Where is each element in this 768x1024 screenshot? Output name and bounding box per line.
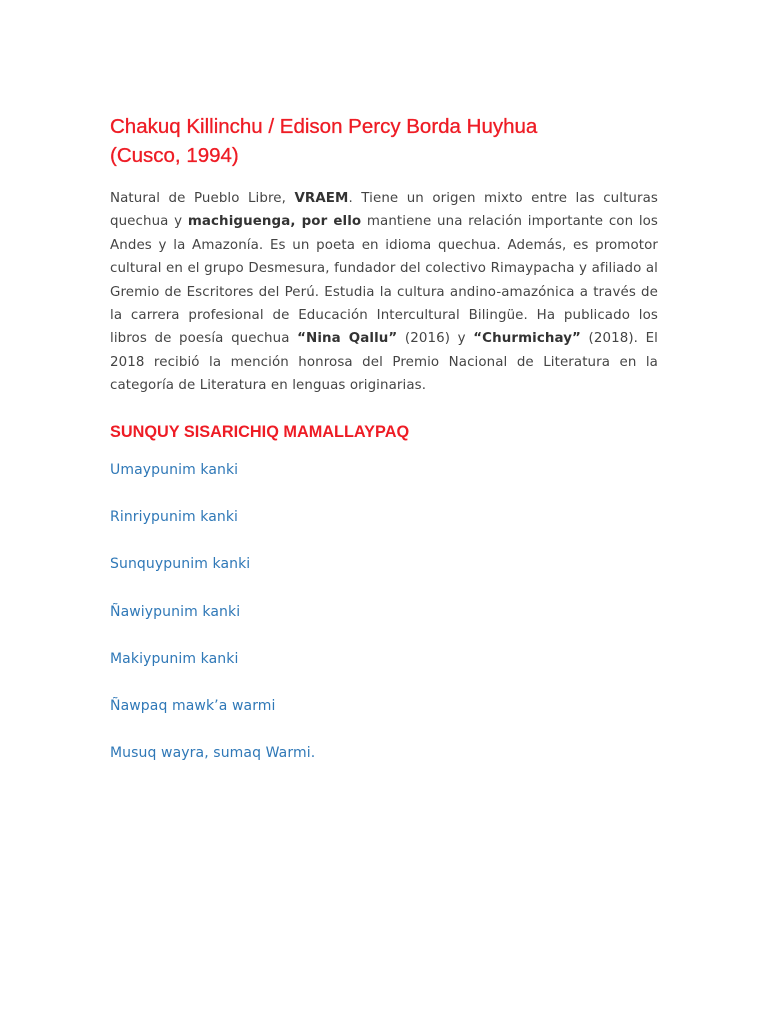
bio-text: (2016) y (397, 331, 474, 347)
author-bio (110, 187, 658, 398)
author-origin: (Cusco, 1994) (110, 144, 239, 167)
verse-line: Makiypunim kanki (110, 650, 239, 667)
bio-text: Natural de Pueblo Libre, (110, 191, 295, 206)
bio-text: . Tiene un origen mixto entre las culturas quechua y (110, 191, 658, 230)
verse-line: Musuq wayra, sumaq Warmi. (110, 745, 316, 762)
verse-line: Ñawpaq mawk’a warmi (110, 698, 276, 715)
verse-line: Sunquypunim kanki (110, 556, 251, 573)
bio-bold: VRAEM (294, 191, 349, 206)
verse-line: Rinriypunim kanki (110, 508, 239, 525)
author-heading (110, 112, 658, 170)
bio-bold: machiguenga, por ello (187, 214, 362, 230)
verse-line: Ñawiypunim kanki (110, 603, 241, 620)
bio-text: mantiene una relación importante con los Andes y la Amazonía. Es un poeta en idioma quechua. Además, es promotor cultural en el grupo Desmesura, fundador del colectivo Rimaypacha y afiliado al Gremio de Escritores del Perú. Estudia la cultura andino-amazónica a través de la carrera profesional de Educación Intercultural Bilingüe. Ha publicado los libros de poesía quechua (110, 214, 659, 347)
bio-bold: “Nina Qallu” (297, 331, 398, 347)
poem-verses (110, 460, 658, 791)
bio-text: (2018). El 2018 recibió la mención honrosa del Premio Nacional de Literatura en la categoría de Literatura en lenguas originarias. (110, 331, 659, 394)
document-page (110, 112, 658, 791)
poem-title: SUNQUY SISARICHIQ MAMALLAYPAQ (110, 422, 410, 441)
bio-bold: “Churmichay” (473, 331, 581, 347)
verse-line: Umaypunim kanki (110, 461, 239, 478)
author-name: Chakuq Killinchu / Edison Percy Borda Huyhua (110, 115, 538, 138)
